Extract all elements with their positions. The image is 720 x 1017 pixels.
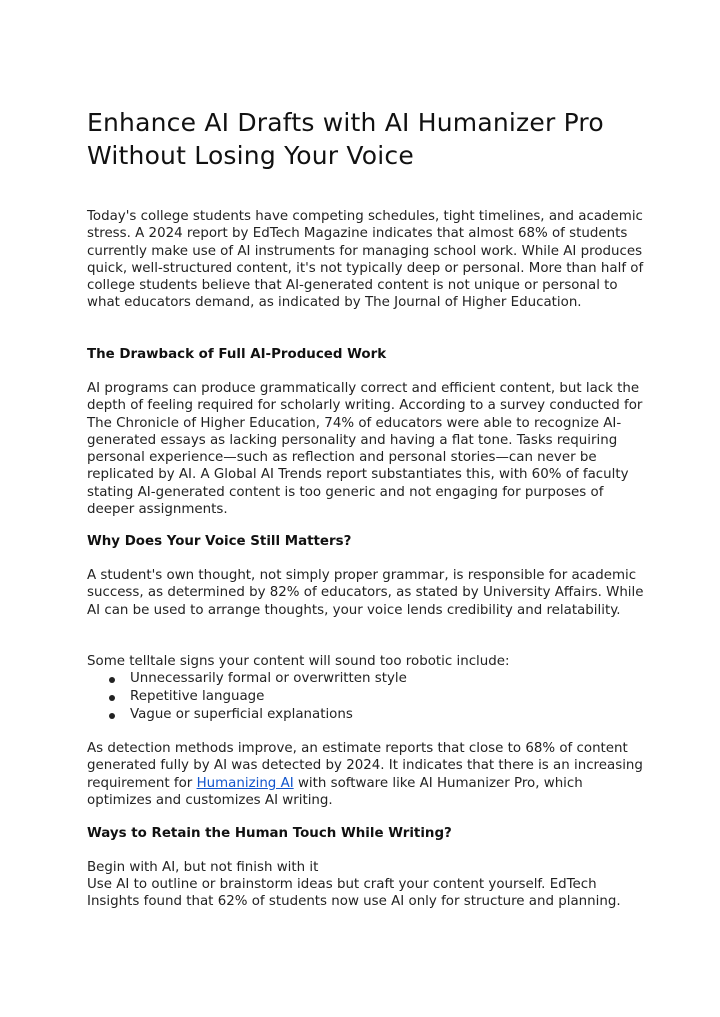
- detection-text-after: with software like AI Humanizer Pro, which optimizes and customizes AI writing.: [87, 775, 583, 808]
- list-item: [87, 706, 407, 724]
- detection-text-before: As detection methods improve, an estimate reports that close to 68% of content generated fully by AI was detected by 2024. It indicates that there is an increasing requirement for: [87, 741, 643, 791]
- list-item-text: Unnecessarily formal or overwritten style: [130, 671, 407, 686]
- bullet-icon: [109, 677, 115, 683]
- tip-paragraph: Use AI to outline or brainstorm ideas but craft your content yourself. EdTech Insights found that 62% of students now use AI only for structure and planning.: [87, 877, 621, 910]
- detection-paragraph: [87, 740, 647, 809]
- section-heading-voice: Why Does Your Voice Still Matters?: [87, 534, 352, 549]
- bullet-icon: [109, 713, 115, 719]
- list-intro: Some telltale signs your content will sound too robotic include:: [87, 654, 510, 669]
- intro-paragraph: Today's college students have competing schedules, tight timelines, and academic stress. A 2024 report by EdTech Magazine indicates that almost 68% of students currently make use of AI instruments for managing school work. While AI produces quick, well-structured content, it's not typically deep or personal. More than half of college students believe that AI-generated content is not unique or personal to what educators demand, as indicated by The Journal of Higher Education.: [87, 209, 644, 311]
- page-title: Enhance AI Drafts with AI Humanizer Pro Without Losing Your Voice: [87, 108, 604, 170]
- humanizing-ai-link[interactable]: Humanizing AI: [196, 775, 294, 791]
- bullet-icon: [109, 695, 115, 701]
- section-heading-ways: Ways to Retain the Human Touch While Writing?: [87, 826, 452, 841]
- list-item: [87, 688, 407, 706]
- drawback-paragraph: AI programs can produce grammatically correct and efficient content, but lack the depth of feeling required for scholarly writing. According to a survey conducted for The Chronicle of Higher Education, 74% of educators were able to recognize AI-generated essays as lacking personality and having a flat tone. Tasks requiring personal experience—such as reflection and personal stories—can never be replicated by AI. A Global AI Trends report substantiates this, with 60% of faculty stating AI-generated content is too generic and not engaging for purposes of deeper assignments.: [87, 381, 643, 518]
- list-item: [87, 670, 407, 688]
- tip-title: Begin with AI, but not finish with it: [87, 860, 319, 875]
- section-heading-drawback: The Drawback of Full AI-Produced Work: [87, 347, 387, 362]
- list-item-text: Repetitive language: [130, 689, 265, 704]
- list-item-text: Vague or superficial explanations: [130, 707, 353, 722]
- robotic-signs-list: [87, 670, 407, 724]
- voice-paragraph: A student's own thought, not simply proper grammar, is responsible for academic success, as determined by 82% of educators, as stated by University Affairs. While AI can be used to arrange thoughts, your voice lends credibility and relatability.: [87, 568, 644, 618]
